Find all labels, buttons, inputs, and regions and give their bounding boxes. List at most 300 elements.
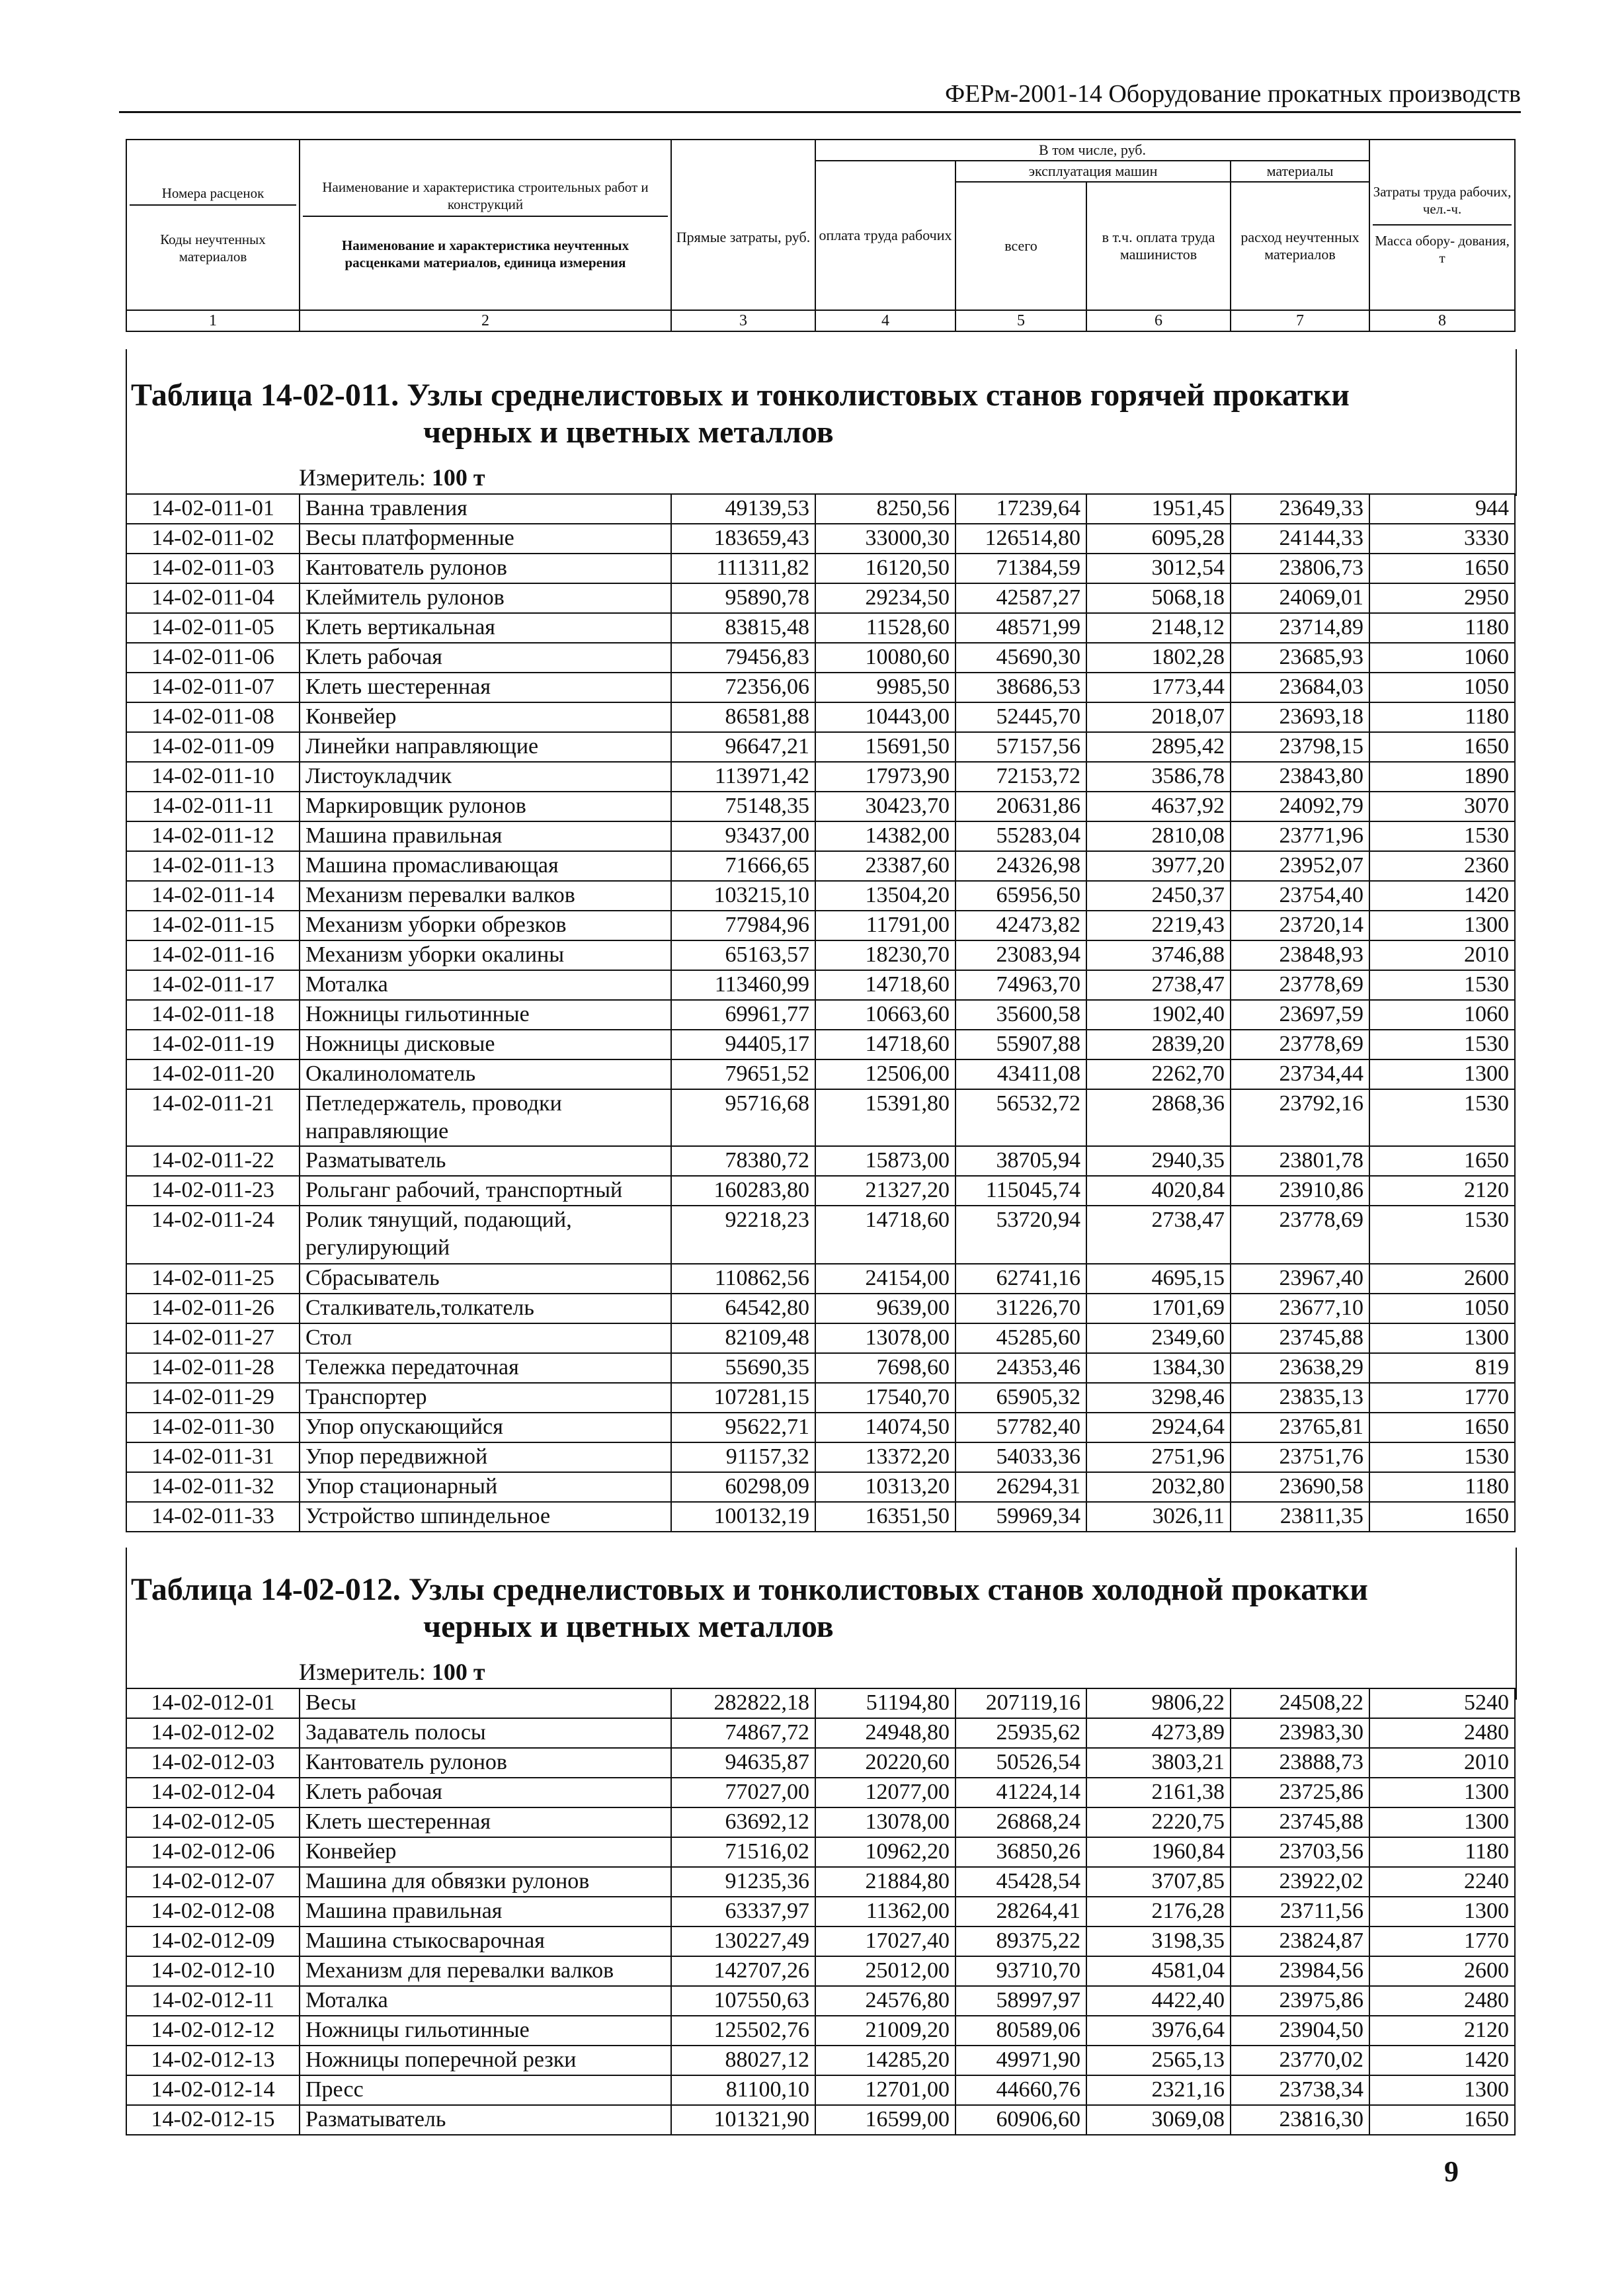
materials-cost: 23754,40 <box>1231 881 1369 911</box>
table-row <box>126 673 1515 702</box>
col8-header: Затраты труда рабочих, чел.-ч. Масса обору- дования, т <box>1369 140 1515 310</box>
labor-pay: 18230,70 <box>815 940 955 970</box>
labor-pay: 10080,60 <box>815 643 955 673</box>
direct-cost: 71666,65 <box>671 851 815 881</box>
direct-cost: 94405,17 <box>671 1030 815 1059</box>
col1-header: Номера расценок Коды неучтенных материалов <box>126 140 300 310</box>
machines-total: 52445,70 <box>955 702 1086 732</box>
direct-cost: 130227,49 <box>671 1927 815 1956</box>
materials-cost: 23843,80 <box>1231 762 1369 792</box>
labor-hours: 1890 <box>1369 762 1515 792</box>
machines-total: 93710,70 <box>955 1956 1086 1986</box>
table-row <box>126 1837 1515 1867</box>
data-table-14-02-012 <box>126 1688 1516 2135</box>
item-name: Маркировщик рулонов <box>300 792 671 821</box>
machines-total: 31226,70 <box>955 1294 1086 1323</box>
table-row <box>126 821 1515 851</box>
table-row <box>126 1353 1515 1383</box>
materials-subheader: материалы <box>1231 161 1369 182</box>
item-name: Конвейер <box>300 702 671 732</box>
labor-pay: 12701,00 <box>815 2075 955 2105</box>
labor-hours: 819 <box>1369 1353 1515 1383</box>
item-name: Весы платформенные <box>300 524 671 554</box>
labor-hours: 2120 <box>1369 2016 1515 2046</box>
labor-pay: 10313,20 <box>815 1472 955 1502</box>
table-row <box>126 1442 1515 1472</box>
materials-cost: 23765,81 <box>1231 1413 1369 1442</box>
item-name: Моталка <box>300 1986 671 2016</box>
col-number: 3 <box>671 310 815 331</box>
item-name: Машина стыкосварочная <box>300 1927 671 1956</box>
measure-unit: Измеритель: 100 т <box>299 1659 485 1685</box>
materials-cost: 23725,86 <box>1231 1778 1369 1807</box>
materials-cost: 23638,29 <box>1231 1353 1369 1383</box>
direct-cost: 65163,57 <box>671 940 815 970</box>
direct-cost: 69961,77 <box>671 1000 815 1030</box>
labor-pay: 33000,30 <box>815 524 955 554</box>
labor-hours: 1530 <box>1369 970 1515 1000</box>
machines-total: 65905,32 <box>955 1383 1086 1413</box>
table-row <box>126 1807 1515 1837</box>
table-row <box>126 1089 1515 1146</box>
direct-cost: 77027,00 <box>671 1778 815 1807</box>
labor-hours: 1300 <box>1369 1059 1515 1089</box>
table-row <box>126 792 1515 821</box>
labor-hours: 1060 <box>1369 1000 1515 1030</box>
machines-total: 56532,72 <box>955 1089 1086 1146</box>
materials-cost: 23798,15 <box>1231 732 1369 762</box>
labor-hours: 1050 <box>1369 673 1515 702</box>
machines-total: 71384,59 <box>955 554 1086 583</box>
machinist-pay: 4637,92 <box>1086 792 1231 821</box>
labor-hours: 2480 <box>1369 1718 1515 1748</box>
rate-code: 14-02-012-11 <box>126 1986 300 2016</box>
direct-cost: 96647,21 <box>671 732 815 762</box>
labor-hours: 1300 <box>1369 1897 1515 1927</box>
machines-total: 207119,16 <box>955 1688 1086 1718</box>
labor-hours: 1300 <box>1369 911 1515 940</box>
machines-total: 65956,50 <box>955 881 1086 911</box>
labor-hours: 1180 <box>1369 1837 1515 1867</box>
rate-code: 14-02-011-06 <box>126 643 300 673</box>
machinist-pay: 2924,64 <box>1086 1413 1231 1442</box>
machines-total: 89375,22 <box>955 1927 1086 1956</box>
materials-cost: 23720,14 <box>1231 911 1369 940</box>
table-row <box>126 1383 1515 1413</box>
labor-hours: 2600 <box>1369 1956 1515 1986</box>
machinist-pay: 2565,13 <box>1086 2046 1231 2075</box>
rate-code: 14-02-012-12 <box>126 2016 300 2046</box>
labor-pay: 11528,60 <box>815 613 955 643</box>
rate-code: 14-02-011-27 <box>126 1323 300 1353</box>
machines-total: 26868,24 <box>955 1807 1086 1837</box>
direct-cost: 79456,83 <box>671 643 815 673</box>
machinist-pay: 2220,75 <box>1086 1807 1231 1837</box>
labor-hours: 1530 <box>1369 1206 1515 1264</box>
direct-cost: 63692,12 <box>671 1807 815 1837</box>
materials-cost: 23983,30 <box>1231 1718 1369 1748</box>
machines-total: 24353,46 <box>955 1353 1086 1383</box>
materials-cost: 23848,93 <box>1231 940 1369 970</box>
labor-hours: 1770 <box>1369 1927 1515 1956</box>
labor-hours: 1420 <box>1369 2046 1515 2075</box>
rate-code: 14-02-011-29 <box>126 1383 300 1413</box>
item-name: Машина промасливающая <box>300 851 671 881</box>
table-row <box>126 1718 1515 1748</box>
labor-hours: 2600 <box>1369 1264 1515 1294</box>
labor-hours: 1530 <box>1369 1030 1515 1059</box>
rate-code: 14-02-011-04 <box>126 583 300 613</box>
rate-code: 14-02-012-06 <box>126 1837 300 1867</box>
labor-pay: 13504,20 <box>815 881 955 911</box>
table-row <box>126 881 1515 911</box>
col-number: 7 <box>1231 310 1369 331</box>
machinist-pay: 2940,35 <box>1086 1146 1231 1176</box>
rate-code: 14-02-011-23 <box>126 1176 300 1206</box>
materials-cost: 23714,89 <box>1231 613 1369 643</box>
rate-code: 14-02-011-07 <box>126 673 300 702</box>
machines-total: 59969,34 <box>955 1502 1086 1532</box>
table-row <box>126 643 1515 673</box>
rate-code: 14-02-011-21 <box>126 1089 300 1146</box>
materials-cost: 24069,01 <box>1231 583 1369 613</box>
rate-code: 14-02-011-11 <box>126 792 300 821</box>
machines-total: 24326,98 <box>955 851 1086 881</box>
col3-header: Прямые затраты, руб. <box>671 140 815 310</box>
machinist-pay: 3707,85 <box>1086 1867 1231 1897</box>
labor-pay: 15873,00 <box>815 1146 955 1176</box>
materials-cost: 23649,33 <box>1231 494 1369 524</box>
labor-hours: 3070 <box>1369 792 1515 821</box>
machines-total: 45690,30 <box>955 643 1086 673</box>
labor-pay: 14074,50 <box>815 1413 955 1442</box>
rate-code: 14-02-012-13 <box>126 2046 300 2075</box>
machinist-pay: 9806,22 <box>1086 1688 1231 1718</box>
table-row <box>126 1030 1515 1059</box>
machinist-pay: 2810,08 <box>1086 821 1231 851</box>
item-name: Упор передвижной <box>300 1442 671 1472</box>
item-name: Листоукладчик <box>300 762 671 792</box>
materials-cost: 23952,07 <box>1231 851 1369 881</box>
machinist-pay: 1960,84 <box>1086 1837 1231 1867</box>
materials-cost: 23801,78 <box>1231 1146 1369 1176</box>
machinist-pay: 6095,28 <box>1086 524 1231 554</box>
machines-total: 57157,56 <box>955 732 1086 762</box>
materials-cost: 23975,86 <box>1231 1986 1369 2016</box>
machines-total: 25935,62 <box>955 1718 1086 1748</box>
rate-code: 14-02-011-12 <box>126 821 300 851</box>
machinist-pay: 2349,60 <box>1086 1323 1231 1353</box>
col-number: 1 <box>126 310 300 331</box>
labor-pay: 16351,50 <box>815 1502 955 1532</box>
item-name: Окалиноломатель <box>300 1059 671 1089</box>
labor-pay: 17027,40 <box>815 1927 955 1956</box>
labor-pay: 15691,50 <box>815 732 955 762</box>
rate-code: 14-02-011-22 <box>126 1146 300 1176</box>
machinist-pay: 3026,11 <box>1086 1502 1231 1532</box>
labor-pay: 25012,00 <box>815 1956 955 1986</box>
direct-cost: 63337,97 <box>671 1897 815 1927</box>
rate-code: 14-02-011-28 <box>126 1353 300 1383</box>
rate-code: 14-02-011-26 <box>126 1294 300 1323</box>
item-name: Рольганг рабочий, транспортный <box>300 1176 671 1206</box>
rate-code: 14-02-011-20 <box>126 1059 300 1089</box>
machinist-pay: 4273,89 <box>1086 1718 1231 1748</box>
rate-code: 14-02-012-03 <box>126 1748 300 1778</box>
table-row <box>126 1778 1515 1807</box>
table-row <box>126 1748 1515 1778</box>
materials-cost: 23835,13 <box>1231 1383 1369 1413</box>
table-row <box>126 1927 1515 1956</box>
direct-cost: 94635,87 <box>671 1748 815 1778</box>
materials-cost: 23703,56 <box>1231 1837 1369 1867</box>
materials-cost: 23745,88 <box>1231 1807 1369 1837</box>
labor-pay: 8250,56 <box>815 494 955 524</box>
labor-hours: 5240 <box>1369 1688 1515 1718</box>
table-row <box>126 1059 1515 1089</box>
item-name: Клеймитель рулонов <box>300 583 671 613</box>
labor-pay: 9985,50 <box>815 673 955 702</box>
item-name: Стол <box>300 1323 671 1353</box>
table-row <box>126 613 1515 643</box>
materials-cost: 23751,76 <box>1231 1442 1369 1472</box>
direct-cost: 142707,26 <box>671 1956 815 1986</box>
machines-subheader: эксплуатация машин <box>955 161 1231 182</box>
direct-cost: 101321,90 <box>671 2105 815 2135</box>
machinist-pay: 2868,36 <box>1086 1089 1231 1146</box>
materials-cost: 23685,93 <box>1231 643 1369 673</box>
machines-total: 55283,04 <box>955 821 1086 851</box>
direct-cost: 107550,63 <box>671 1986 815 2016</box>
machines-total: 49971,90 <box>955 2046 1086 2075</box>
machinist-pay: 3746,88 <box>1086 940 1231 970</box>
labor-pay: 24154,00 <box>815 1264 955 1294</box>
item-name: Петледержатель, проводки направляющие <box>300 1089 671 1146</box>
machinist-pay: 2738,47 <box>1086 1206 1231 1264</box>
machinist-pay: 4695,15 <box>1086 1264 1231 1294</box>
labor-pay: 30423,70 <box>815 792 955 821</box>
machines-total: 57782,40 <box>955 1413 1086 1442</box>
rate-code: 14-02-011-01 <box>126 494 300 524</box>
machines-total: 38686,53 <box>955 673 1086 702</box>
item-name: Задаватель полосы <box>300 1718 671 1748</box>
direct-cost: 92218,23 <box>671 1206 815 1264</box>
item-name: Ножницы гильотинные <box>300 1000 671 1030</box>
table-row <box>126 940 1515 970</box>
direct-cost: 72356,06 <box>671 673 815 702</box>
labor-pay: 21327,20 <box>815 1176 955 1206</box>
direct-cost: 81100,10 <box>671 2075 815 2105</box>
item-name: Конвейер <box>300 1837 671 1867</box>
table-row <box>126 554 1515 583</box>
item-name: Ножницы гильотинные <box>300 2016 671 2046</box>
direct-cost: 74867,72 <box>671 1718 815 1748</box>
item-name: Ролик тянущий, подающий, регулирующий <box>300 1206 671 1264</box>
machines-total: 23083,94 <box>955 940 1086 970</box>
table-row <box>126 2046 1515 2075</box>
machinist-pay: 2161,38 <box>1086 1778 1231 1807</box>
table-row <box>126 1502 1515 1532</box>
direct-cost: 91157,32 <box>671 1442 815 1472</box>
labor-pay: 14382,00 <box>815 821 955 851</box>
materials-cost: 23824,87 <box>1231 1927 1369 1956</box>
rate-code: 14-02-012-02 <box>126 1718 300 1748</box>
machinist-pay: 1384,30 <box>1086 1353 1231 1383</box>
machines-total: 60906,60 <box>955 2105 1086 2135</box>
rate-code: 14-02-011-33 <box>126 1502 300 1532</box>
labor-pay: 14718,60 <box>815 970 955 1000</box>
materials-cost: 23711,56 <box>1231 1897 1369 1927</box>
materials-cost: 23922,02 <box>1231 1867 1369 1897</box>
materials-cost: 23778,69 <box>1231 1030 1369 1059</box>
table-row <box>126 583 1515 613</box>
group-header: В том числе, руб. <box>815 140 1369 161</box>
direct-cost: 77984,96 <box>671 911 815 940</box>
table-row <box>126 1146 1515 1176</box>
item-name: Клеть вертикальная <box>300 613 671 643</box>
materials-cost: 23770,02 <box>1231 2046 1369 2075</box>
table-row <box>126 1688 1515 1718</box>
labor-pay: 10443,00 <box>815 702 955 732</box>
item-name: Клеть рабочая <box>300 643 671 673</box>
labor-pay: 16599,00 <box>815 2105 955 2135</box>
labor-hours: 1650 <box>1369 1146 1515 1176</box>
materials-cost: 23778,69 <box>1231 970 1369 1000</box>
col-number: 4 <box>815 310 955 331</box>
direct-cost: 110862,56 <box>671 1264 815 1294</box>
direct-cost: 113971,42 <box>671 762 815 792</box>
materials-cost: 23734,44 <box>1231 1059 1369 1089</box>
labor-pay: 20220,60 <box>815 1748 955 1778</box>
item-name: Тележка передаточная <box>300 1353 671 1383</box>
table-row <box>126 1176 1515 1206</box>
labor-hours: 2240 <box>1369 1867 1515 1897</box>
materials-cost: 23904,50 <box>1231 2016 1369 2046</box>
col-number: 6 <box>1086 310 1231 331</box>
item-name: Разматыватель <box>300 2105 671 2135</box>
labor-hours: 1650 <box>1369 1502 1515 1532</box>
machines-total: 80589,06 <box>955 2016 1086 2046</box>
labor-pay: 16120,50 <box>815 554 955 583</box>
labor-hours: 1650 <box>1369 1413 1515 1442</box>
materials-cost: 23910,86 <box>1231 1176 1369 1206</box>
table-row <box>126 2075 1515 2105</box>
table-row <box>126 1000 1515 1030</box>
item-name: Ножницы поперечной резки <box>300 2046 671 2075</box>
col-number: 2 <box>300 310 671 331</box>
machinist-pay: 1701,69 <box>1086 1294 1231 1323</box>
table-row <box>126 2016 1515 2046</box>
machines-total: 45428,54 <box>955 1867 1086 1897</box>
table-row <box>126 1323 1515 1353</box>
machinist-pay: 3069,08 <box>1086 2105 1231 2135</box>
labor-pay: 13078,00 <box>815 1323 955 1353</box>
labor-pay: 15391,80 <box>815 1089 955 1146</box>
rate-code: 14-02-012-01 <box>126 1688 300 1718</box>
rate-code: 14-02-011-08 <box>126 702 300 732</box>
labor-pay: 11791,00 <box>815 911 955 940</box>
labor-pay: 17540,70 <box>815 1383 955 1413</box>
machinist-pay: 2262,70 <box>1086 1059 1231 1089</box>
machinist-pay: 2018,07 <box>1086 702 1231 732</box>
materials-cost: 23984,56 <box>1231 1956 1369 1986</box>
rate-code: 14-02-011-09 <box>126 732 300 762</box>
machinist-pay: 1902,40 <box>1086 1000 1231 1030</box>
machines-total: 53720,94 <box>955 1206 1086 1264</box>
running-header: ФЕРм-2001-14 Оборудование прокатных производств <box>119 78 1521 113</box>
machinist-pay: 2219,43 <box>1086 911 1231 940</box>
labor-pay: 24948,80 <box>815 1718 955 1748</box>
page-number: 9 <box>1444 2155 1459 2188</box>
item-name: Транспортер <box>300 1383 671 1413</box>
rate-code: 14-02-011-24 <box>126 1206 300 1264</box>
rate-code: 14-02-011-03 <box>126 554 300 583</box>
table-row <box>126 1956 1515 1986</box>
materials-cost: 23792,16 <box>1231 1089 1369 1146</box>
table-row <box>126 1413 1515 1442</box>
direct-cost: 55690,35 <box>671 1353 815 1383</box>
item-name: Весы <box>300 1688 671 1718</box>
rate-code: 14-02-011-17 <box>126 970 300 1000</box>
col5-header: всего <box>955 182 1086 310</box>
direct-cost: 75148,35 <box>671 792 815 821</box>
item-name: Механизм уборки обрезков <box>300 911 671 940</box>
machinist-pay: 2738,47 <box>1086 970 1231 1000</box>
machines-total: 74963,70 <box>955 970 1086 1000</box>
item-name: Сбрасыватель <box>300 1264 671 1294</box>
direct-cost: 64542,80 <box>671 1294 815 1323</box>
machines-total: 26294,31 <box>955 1472 1086 1502</box>
item-name: Клеть шестеренная <box>300 673 671 702</box>
item-name: Ванна травления <box>300 494 671 524</box>
labor-pay: 11362,00 <box>815 1897 955 1927</box>
table-row <box>126 1264 1515 1294</box>
data-table-14-02-011 <box>126 493 1516 1532</box>
direct-cost: 107281,15 <box>671 1383 815 1413</box>
materials-cost: 23888,73 <box>1231 1748 1369 1778</box>
labor-pay: 24576,80 <box>815 1986 955 2016</box>
machinist-pay: 5068,18 <box>1086 583 1231 613</box>
table-row <box>126 2105 1515 2135</box>
labor-pay: 13078,00 <box>815 1807 955 1837</box>
materials-cost: 23693,18 <box>1231 702 1369 732</box>
materials-cost: 23745,88 <box>1231 1323 1369 1353</box>
table-row <box>126 1986 1515 2016</box>
labor-pay: 12077,00 <box>815 1778 955 1807</box>
rate-code: 14-02-011-19 <box>126 1030 300 1059</box>
machines-total: 44660,76 <box>955 2075 1086 2105</box>
rate-code: 14-02-011-02 <box>126 524 300 554</box>
labor-pay: 10962,20 <box>815 1837 955 1867</box>
labor-hours: 1650 <box>1369 2105 1515 2135</box>
machinist-pay: 2032,80 <box>1086 1472 1231 1502</box>
rate-code: 14-02-012-05 <box>126 1807 300 1837</box>
direct-cost: 100132,19 <box>671 1502 815 1532</box>
table-row <box>126 762 1515 792</box>
machinist-pay: 2176,28 <box>1086 1897 1231 1927</box>
measure-unit: Измеритель: 100 т <box>299 464 485 491</box>
table-title: Таблица 14-02-012. Узлы среднелистовых и тонколистовых станов холодной прокатки черных и цветных металлов <box>131 1572 1368 1644</box>
machines-total: 126514,80 <box>955 524 1086 554</box>
labor-hours: 2120 <box>1369 1176 1515 1206</box>
machines-total: 38705,94 <box>955 1146 1086 1176</box>
machines-total: 28264,41 <box>955 1897 1086 1927</box>
materials-cost: 23806,73 <box>1231 554 1369 583</box>
labor-hours: 1300 <box>1369 2075 1515 2105</box>
item-name: Машина правильная <box>300 1897 671 1927</box>
machinist-pay: 1773,44 <box>1086 673 1231 702</box>
direct-cost: 282822,18 <box>671 1688 815 1718</box>
